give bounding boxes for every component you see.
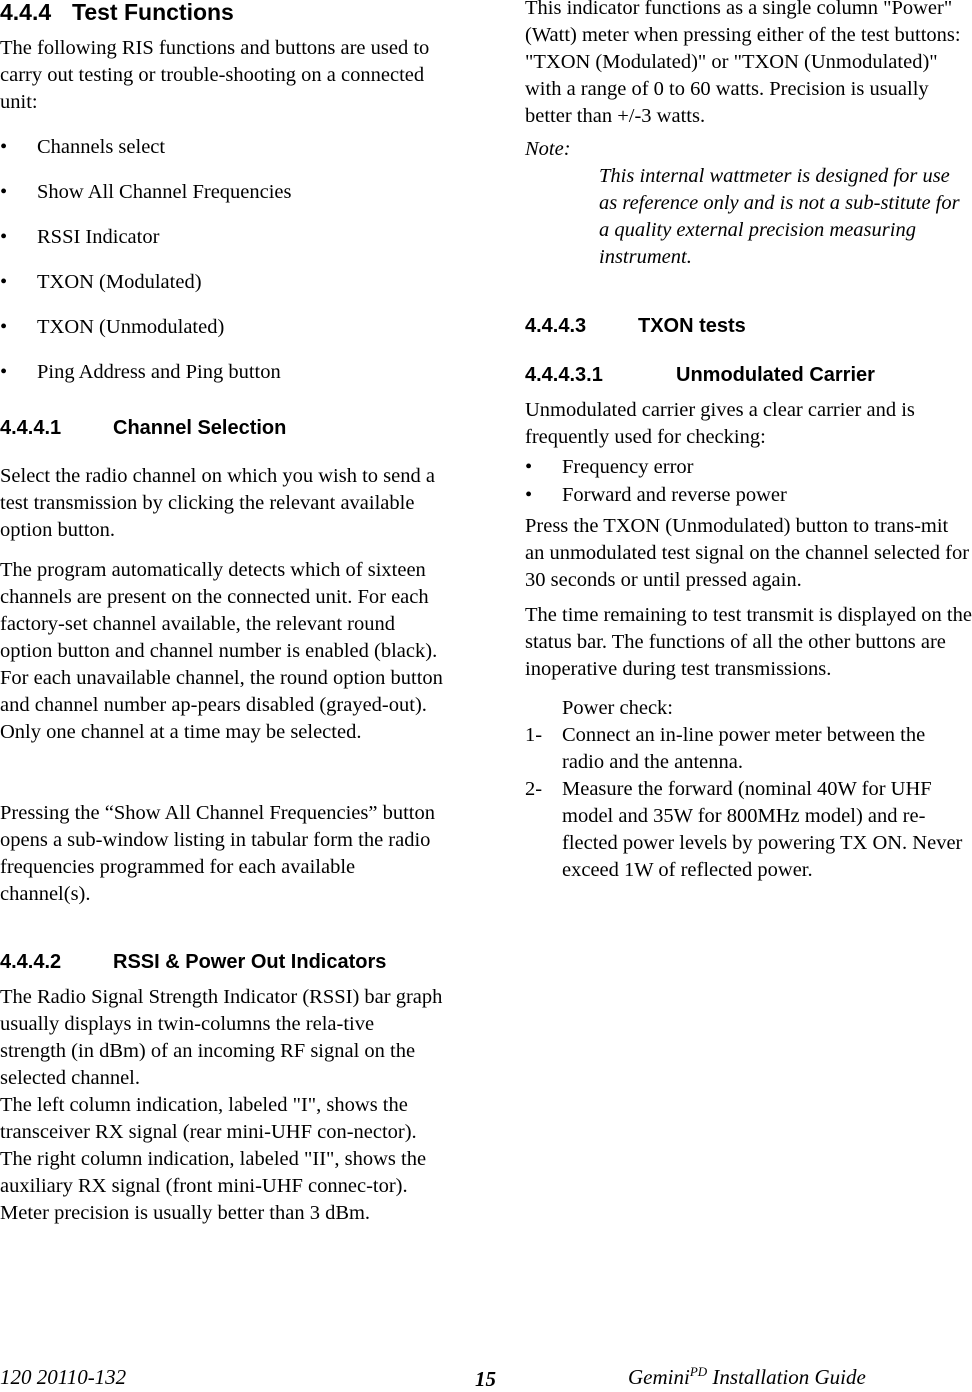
rssi-line: The left column indication, labeled "I", shows the transceiver RX signal (rear mini-UHF con-nector). — [0, 1094, 417, 1143]
heading-number: 4.4.4.3 — [525, 315, 587, 337]
step-item — [525, 776, 972, 884]
section-intro: The following RIS functions and buttons are used to carry out testing or trouble-shooting on a connected unit: — [0, 37, 430, 113]
heading-title: TXON tests — [638, 315, 746, 337]
power-check-label: Power check: — [562, 697, 673, 719]
list-item-text: Frequency error — [562, 456, 694, 478]
bullet-icon: • — [0, 181, 8, 203]
power-check-steps — [525, 722, 972, 884]
list-item — [0, 314, 292, 359]
bullet-icon: • — [0, 316, 8, 338]
heading-title: RSSI & Power Out Indicators — [113, 951, 387, 973]
heading-title: Channel Selection — [113, 417, 287, 439]
footer-guide: Installation Guide — [707, 1365, 866, 1389]
heading-number: 4.4.4.3.1 — [525, 364, 603, 386]
section-heading — [0, 0, 234, 27]
rssi-line: The right column indication, labeled "II", shows the auxiliary RX signal (front mini-UHF connec-tor). — [0, 1148, 427, 1197]
step-text: Connect an in-line power meter between the radio and the antenna. — [562, 724, 926, 773]
list-item-text: RSSI Indicator — [37, 226, 160, 248]
footer-doc-number: 120 20110-132 — [0, 1365, 127, 1389]
list-item — [0, 179, 292, 224]
unmodulated-carrier-heading — [525, 362, 875, 388]
power-meter-paragraph: This indicator functions as a single column "Power" (Watt) meter when pressing either of the test buttons: "TXON (Modulated)" or "TXON (Unmodulated)" with a range of 0 to 60 watts. Precision is usually better than +/-3 watts. — [525, 0, 961, 127]
list-item-text: Show All Channel Frequencies — [37, 181, 292, 203]
list-item — [525, 481, 787, 509]
step-item — [525, 722, 972, 776]
list-item-text: Forward and reverse power — [562, 484, 787, 506]
rssi-heading — [0, 949, 386, 975]
heading-number: 4.4.4.2 — [0, 951, 62, 973]
checking-list — [525, 453, 787, 509]
step-number: 1- — [525, 724, 543, 746]
unmodulated-paragraph-2: Press the TXON (Unmodulated) button to trans-mit an unmodulated test signal on the channel selected for 30 seconds or until pressed again. — [525, 515, 970, 591]
rssi-line: The Radio Signal Strength Indicator (RSSI) bar graph usually displays in twin-columns the rela-tive strength (in dBm) of an incoming RF signal on the selected channel. — [0, 986, 443, 1089]
list-item-text: Ping Address and Ping button — [37, 361, 281, 383]
step-number: 2- — [525, 778, 543, 800]
rssi-paragraph — [0, 984, 445, 1227]
section-title: Test Functions — [72, 0, 234, 25]
list-item — [0, 359, 292, 404]
unmodulated-paragraph-1: Unmodulated carrier gives a clear carrier and is frequently used for checking: — [525, 399, 915, 448]
footer-product-sup: PD — [689, 1364, 708, 1379]
heading-number: 4.4.4.1 — [0, 417, 62, 439]
note-text: This internal wattmeter is designed for use as reference only and is not a sub-stitute for a quality external precision measuring instrument. — [599, 165, 960, 268]
section-number: 4.4.4 — [0, 0, 52, 25]
list-item — [0, 224, 292, 269]
test-functions-list — [0, 134, 292, 404]
list-item-text: TXON (Modulated) — [37, 271, 202, 293]
heading-title: Unmodulated Carrier — [676, 364, 875, 386]
channel-selection-paragraph-1: Select the radio channel on which you wish to send a test transmission by clicking the relevant available option button. — [0, 465, 435, 541]
bullet-icon: • — [525, 456, 533, 478]
bullet-icon: • — [0, 271, 8, 293]
unmodulated-paragraph-3: The time remaining to test transmit is displayed on the status bar. The functions of all the other buttons are inoperative during test transmissions. — [525, 604, 972, 680]
footer-product: Gemini — [628, 1365, 690, 1389]
step-text: Measure the forward (nominal 40W for UHF model and 35W for 800MHz model) and re-flected power levels by powering TX ON. Never exceed 1W of reflected power. — [562, 778, 963, 881]
bullet-icon: • — [0, 361, 8, 383]
footer-guide-title — [628, 1364, 866, 1390]
list-item-text: Channels select — [37, 136, 166, 158]
bullet-icon: • — [0, 226, 8, 248]
bullet-icon: • — [0, 136, 8, 158]
rssi-line: Meter precision is usually better than 3 dBm. — [0, 1202, 371, 1224]
bullet-icon: • — [525, 484, 533, 506]
channel-selection-paragraph-2: The program automatically detects which of sixteen channels are present on the connected unit. For each factory-set channel available, the relevant round option button and channel number is enabled (black). For each unavailable channel, the round option button and channel number ap-pears disabled (grayed-out). Only one channel at a time may be selected. — [0, 559, 443, 743]
channel-selection-heading — [0, 415, 286, 441]
txon-tests-heading — [525, 313, 746, 339]
footer-page-number: 15 — [475, 1367, 496, 1391]
list-item — [0, 269, 292, 314]
note-label: Note: — [525, 138, 571, 160]
list-item — [525, 453, 787, 481]
list-item — [0, 134, 292, 179]
list-item-text: TXON (Unmodulated) — [37, 316, 225, 338]
channel-selection-paragraph-3: Pressing the “Show All Channel Frequencies” button opens a sub-window listing in tabular form the radio frequencies programmed for each available channel(s). — [0, 802, 435, 905]
